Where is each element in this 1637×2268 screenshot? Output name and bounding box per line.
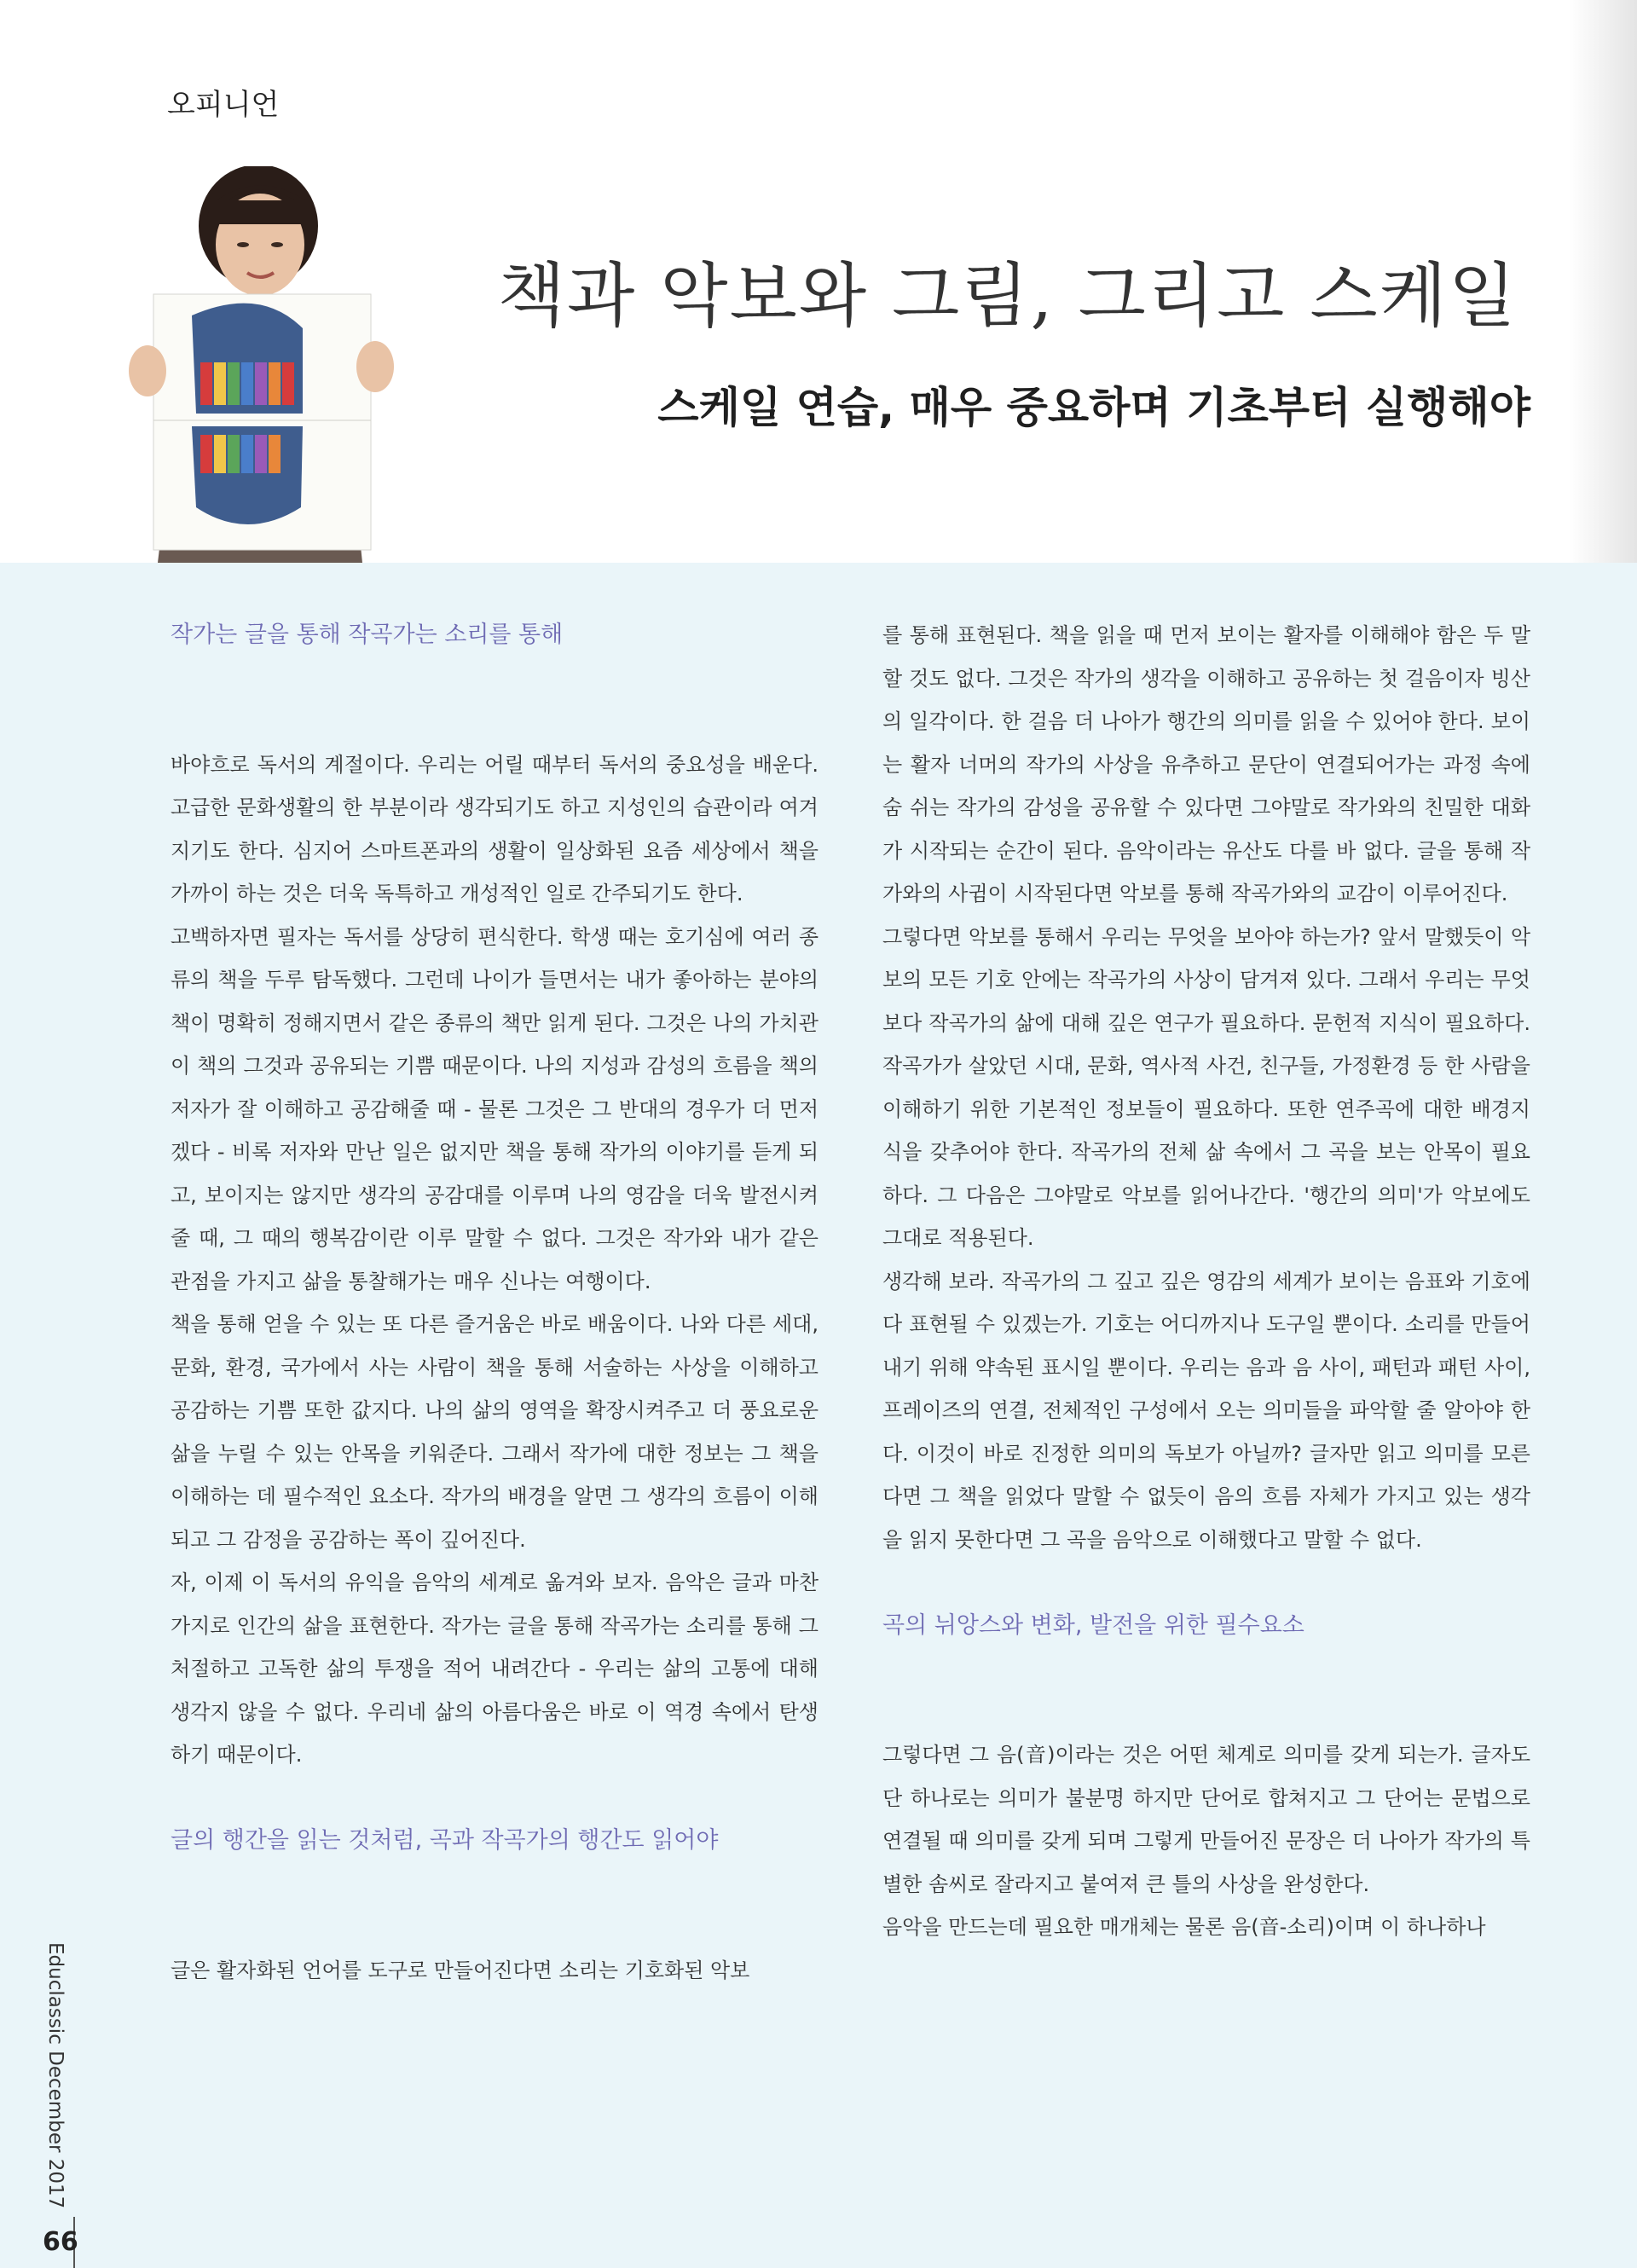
section-label: 오피니언 — [167, 88, 280, 122]
article-column-left — [171, 614, 818, 1992]
paragraph: 음악을 만드는데 필요한 매개체는 물론 음(音-소리)이며 이 하나하나 — [882, 1915, 1486, 1939]
section-heading: 곡의 뉘앙스와 변화, 발전을 위한 필수요소 — [882, 1611, 1304, 1639]
paragraph: 그렇다면 악보를 통해서 우리는 무엇을 보아야 하는가? 앞서 말했듯이 악보의 모든 기호 안에는 작곡가의 사상이 담겨져 있다. 그래서 우리는 무엇보다 작곡가의 삶에 대해 깊은 연구가 필요하다. 문헌적 지식이 필요하다. 작곡가가 살았던 시대, 문화, 역사적 사건, 친구들, 가정환경 등 한 사람을 이해하기 위한 기본적인 정보들이 필요하다. 또한 연주곡에 대한 배경지식을 갖추어야 한다. 작곡가의 전체 삶 속에서 그 곡을 보는 안목이 필요하다. 그 다음은 그야말로 악보를 읽어나간다. '행간의 의미'가 악보에도 그대로 적용된다. — [882, 924, 1530, 1250]
section-heading: 글의 행간을 읽는 것처럼, 곡과 작곡가의 행간도 읽어야 — [171, 1827, 719, 1854]
paragraph: 바야흐로 독서의 계절이다. 우리는 어릴 때부터 독서의 중요성을 배운다. 고급한 문화생활의 한 부분이라 생각되기도 하고 지성인의 습관이라 여겨지기도 한다. 심지어 스마트폰과의 생활이 일상화된 요즘 세상에서 책을 가까이 하는 것은 더욱 독특하고 개성적인 일로 간주되기도 한다. — [171, 752, 818, 905]
article-title: 책과 악보와 그림, 그리고 스케일 — [497, 256, 1518, 337]
article-column-right — [882, 614, 1530, 1949]
paragraph: 글은 활자화된 언어를 도구로 만들어진다면 소리는 기호화된 악보 — [171, 1958, 750, 1982]
paragraph: 를 통해 표현된다. 책을 읽을 때 먼저 보이는 활자를 이해해야 함은 두 말 할 것도 없다. 그것은 작가의 생각을 이해하고 공유하는 첫 걸음이자 빙산의 일각이다. 한 걸음 더 나아가 행간의 의미를 읽을 수 있어야 한다. 보이는 활자 너머의 작가의 사상을 유추하고 문단이 연결되어가는 과정 속에 숨 쉬는 작가의 감성을 공유할 수 있다면 그야말로 작가와의 친밀한 대화가 시작되는 순간이 된다. 음악이라는 유산도 다를 바 없다. 글을 통해 작가와의 사귐이 시작된다면 악보를 통해 작곡가와의 교감이 이루어진다. — [882, 623, 1530, 905]
paragraph: 고백하자면 필자는 독서를 상당히 편식한다. 학생 때는 호기심에 여러 종류의 책을 두루 탐독했다. 그런데 나이가 들면서는 내가 좋아하는 분야의 책이 명확히 정해지면서 같은 종류의 책만 읽게 된다. 그것은 나의 가치관이 책의 그것과 공유되는 기쁨 때문이다. 나의 지성과 감성의 흐름을 책의 저자가 잘 이해하고 공감해줄 때 - 물론 그것은 그 반대의 경우가 더 먼저겠다 - 비록 저자와 만난 일은 없지만 책을 통해 작가의 이야기를 듣게 되고, 보이지는 않지만 생각의 공감대를 이루며 나의 영감을 더욱 발전시켜 줄 때, 그 때의 행복감이란 이루 말할 수 없다. 그것은 작가와 내가 같은 관점을 가지고 삶을 통찰해가는 매우 신나는 여행이다. — [171, 924, 818, 1293]
girl-with-piano-drawing-photo — [107, 166, 414, 563]
paragraph: 생각해 보라. 작곡가의 그 깊고 깊은 영감의 세계가 보이는 음표와 기호에 다 표현될 수 있겠는가. 기호는 어디까지나 도구일 뿐이다. 소리를 만들어내기 위해 약속된 표시일 뿐이다. 우리는 음과 음 사이, 패턴과 패턴 사이, 프레이즈의 연결, 전체적인 구성에서 오는 의미들을 파악할 줄 알아야 한다. 이것이 바로 진정한 의미의 독보가 아닐까? 글자만 읽고 의미를 모른다면 그 책을 읽었다 말할 수 없듯이 음의 흐름 자체가 가지고 있는 생각을 읽지 못한다면 그 곡을 음악으로 이해했다고 말할 수 없다. — [882, 1269, 1530, 1552]
section-heading: 작가는 글을 통해 작곡가는 소리를 통해 — [171, 622, 564, 648]
article-subtitle: 스케일 연습, 매우 중요하며 기초부터 실행해야 — [657, 383, 1530, 432]
magazine-issue-label: Educlassic December 2017 — [44, 1942, 67, 2209]
page-number: 66 — [43, 2227, 78, 2257]
paragraph: 자, 이제 이 독서의 유익을 음악의 세계로 옮겨와 보자. 음악은 글과 마찬가지로 인간의 삶을 표현한다. 작가는 글을 통해 작곡가는 소리를 통해 그 처절하고 고독한 삶의 투쟁을 적어 내려간다 - 우리는 삶의 고통에 대해 생각지 않을 수 없다. 우리네 삶의 아름다움은 바로 이 역경 속에서 탄생하기 때문이다. — [171, 1571, 818, 1767]
paragraph: 그렇다면 그 음(音)이라는 것은 어떤 체계로 의미를 갖게 되는가. 글자도 단 하나로는 의미가 불분명 하지만 단어로 합쳐지고 그 단어는 문법으로 연결될 때 의미를 갖게 되며 그렇게 만들어진 문장은 더 나아가 작가의 특별한 솜씨로 잘라지고 붙여져 큰 틀의 사상을 완성한다. — [882, 1743, 1530, 1896]
paragraph: 책을 통해 얻을 수 있는 또 다른 즐거움은 바로 배움이다. 나와 다른 세대, 문화, 환경, 국가에서 사는 사람이 책을 통해 서술하는 사상을 이해하고 공감하는 기쁨 또한 값지다. 나의 삶의 영역을 확장시켜주고 더 풍요로운 삶을 누릴 수 있는 안목을 키워준다. 그래서 작가에 대한 정보는 그 책을 이해하는 데 필수적인 요소다. 작가의 배경을 알면 그 생각의 흐름이 이해되고 그 감정을 공감하는 폭이 깊어진다. — [171, 1312, 818, 1552]
